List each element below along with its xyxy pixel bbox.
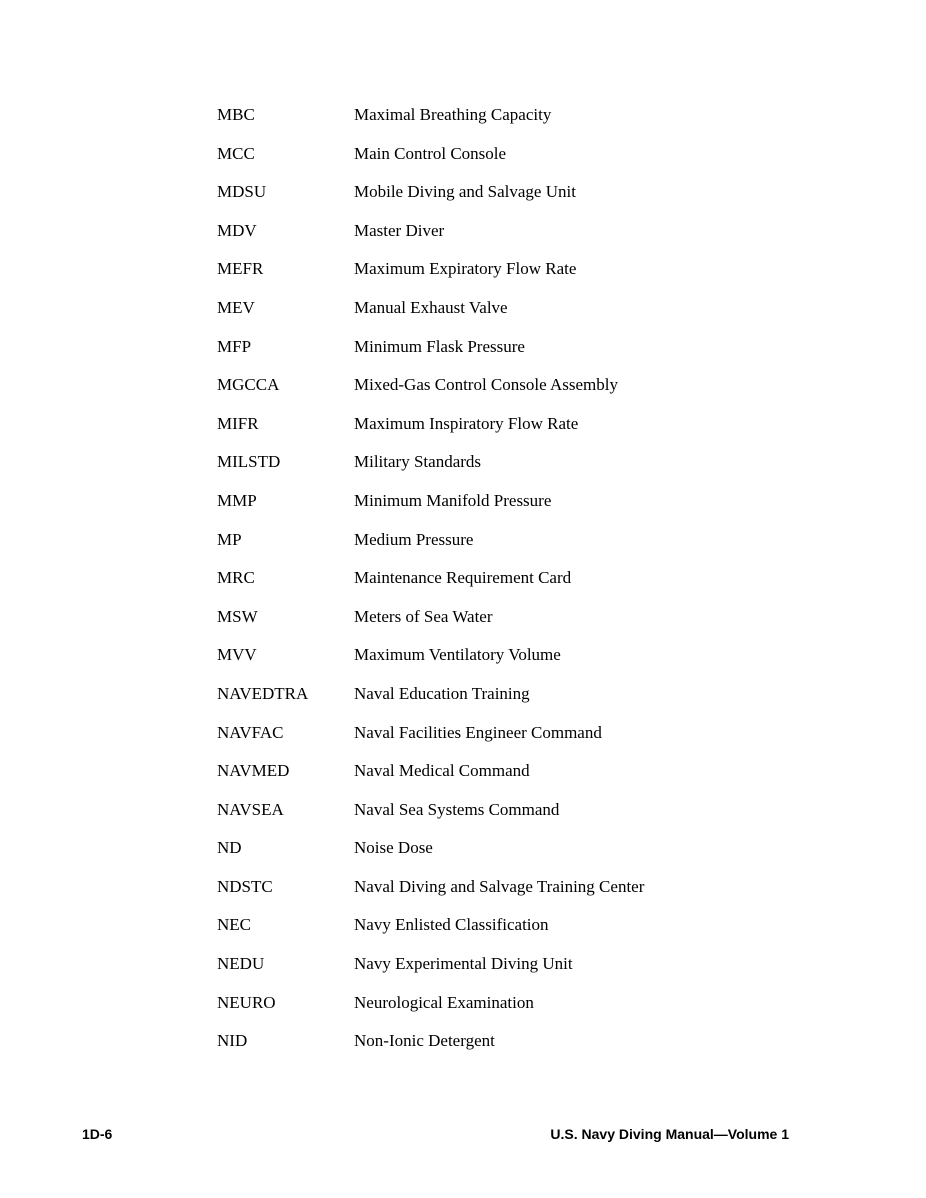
abbreviation-definition: Minimum Manifold Pressure — [354, 490, 552, 510]
abbreviation-term: NEC — [217, 915, 251, 935]
abbreviation-definition: Naval Diving and Salvage Training Center — [354, 876, 645, 896]
abbreviation-term: MBC — [217, 105, 255, 124]
abbreviation-definition: Meters of Sea Water — [354, 606, 493, 626]
abbreviation-definition: Manual Exhaust Valve — [354, 297, 508, 317]
abbreviation-definition: Medium Pressure — [354, 529, 474, 549]
abbreviation-definition: Navy Enlisted Classification — [354, 915, 549, 935]
abbreviation-entry — [0, 758, 926, 797]
abbreviation-definition: Mixed-Gas Control Console Assembly — [354, 375, 618, 395]
abbreviation-definition: Noise Dose — [354, 838, 433, 858]
abbreviation-entry — [0, 604, 926, 643]
abbreviation-entry — [0, 295, 926, 334]
abbreviation-term: MEV — [217, 297, 255, 317]
page-footer — [0, 1124, 926, 1144]
abbreviation-term: NAVSEA — [217, 799, 284, 819]
abbreviation-definition: Minimum Flask Pressure — [354, 336, 525, 356]
manual-title: U.S. Navy Diving Manual—Volume 1 — [550, 1126, 789, 1142]
abbreviation-term: MVV — [217, 645, 257, 665]
abbreviation-entry — [0, 141, 926, 180]
abbreviation-definition: Main Control Console — [354, 143, 507, 163]
abbreviation-entry — [0, 874, 926, 913]
abbreviation-term: NEDU — [217, 954, 265, 974]
abbreviation-entry — [0, 334, 926, 373]
abbreviation-term: MSW — [217, 606, 258, 626]
abbreviation-definition: Maximum Inspiratory Flow Rate — [354, 413, 579, 433]
abbreviation-list — [0, 102, 926, 1067]
abbreviation-entry — [0, 218, 926, 257]
abbreviation-term: NAVMED — [217, 761, 290, 781]
abbreviation-entry — [0, 256, 926, 295]
abbreviation-entry — [0, 835, 926, 874]
abbreviation-entry — [0, 1028, 926, 1067]
abbreviation-definition: Maintenance Requirement Card — [354, 568, 572, 588]
abbreviation-definition: Military Standards — [354, 452, 482, 472]
abbreviation-term: MDV — [217, 220, 257, 240]
abbreviation-term: MDSU — [217, 182, 267, 202]
abbreviation-entry — [0, 102, 926, 141]
abbreviation-definition: Master Diver — [354, 220, 445, 240]
abbreviation-entry — [0, 411, 926, 450]
abbreviation-term: NAVEDTRA — [217, 683, 309, 703]
abbreviation-definition: Naval Education Training — [354, 683, 530, 703]
abbreviation-definition: Naval Sea Systems Command — [354, 799, 560, 819]
abbreviation-term: MGCCA — [217, 375, 280, 395]
abbreviation-entry — [0, 449, 926, 488]
abbreviation-term: MEFR — [217, 259, 264, 279]
abbreviation-term: MIFR — [217, 413, 259, 433]
abbreviation-term: NID — [217, 1031, 248, 1051]
abbreviation-term: NAVFAC — [217, 722, 284, 742]
abbreviation-definition: Navy Experimental Diving Unit — [354, 954, 573, 974]
abbreviation-definition: Naval Medical Command — [354, 761, 530, 781]
abbreviation-term: ND — [217, 838, 242, 858]
abbreviation-term: MMP — [217, 490, 257, 510]
abbreviation-entry — [0, 990, 926, 1029]
abbreviation-entry — [0, 179, 926, 218]
abbreviation-definition: Mobile Diving and Salvage Unit — [354, 182, 576, 202]
abbreviation-entry — [0, 565, 926, 604]
abbreviation-entry — [0, 720, 926, 759]
abbreviation-definition: Non-Ionic Detergent — [354, 1031, 495, 1051]
abbreviation-entry — [0, 642, 926, 681]
abbreviation-term: MP — [217, 529, 242, 549]
abbreviation-entry — [0, 372, 926, 411]
page-number: 1D-6 — [82, 1126, 113, 1142]
abbreviation-term: NEURO — [217, 992, 276, 1012]
abbreviation-definition: Maximum Expiratory Flow Rate — [354, 259, 577, 279]
abbreviation-term: MRC — [217, 568, 255, 588]
abbreviation-term: MFP — [217, 336, 252, 356]
abbreviation-entry — [0, 527, 926, 566]
abbreviation-definition: Maximum Ventilatory Volume — [354, 645, 561, 665]
abbreviation-entry — [0, 951, 926, 990]
abbreviation-term: MILSTD — [217, 452, 281, 472]
abbreviation-term: MCC — [217, 143, 255, 163]
abbreviation-definition: Naval Facilities Engineer Command — [354, 722, 602, 742]
abbreviation-entry — [0, 912, 926, 951]
abbreviation-entry — [0, 488, 926, 527]
abbreviation-term: NDSTC — [217, 876, 273, 896]
abbreviation-definition: Maximal Breathing Capacity — [354, 105, 552, 124]
abbreviation-entry — [0, 797, 926, 836]
abbreviation-entry — [0, 681, 926, 720]
abbreviation-definition: Neurological Examination — [354, 992, 534, 1012]
